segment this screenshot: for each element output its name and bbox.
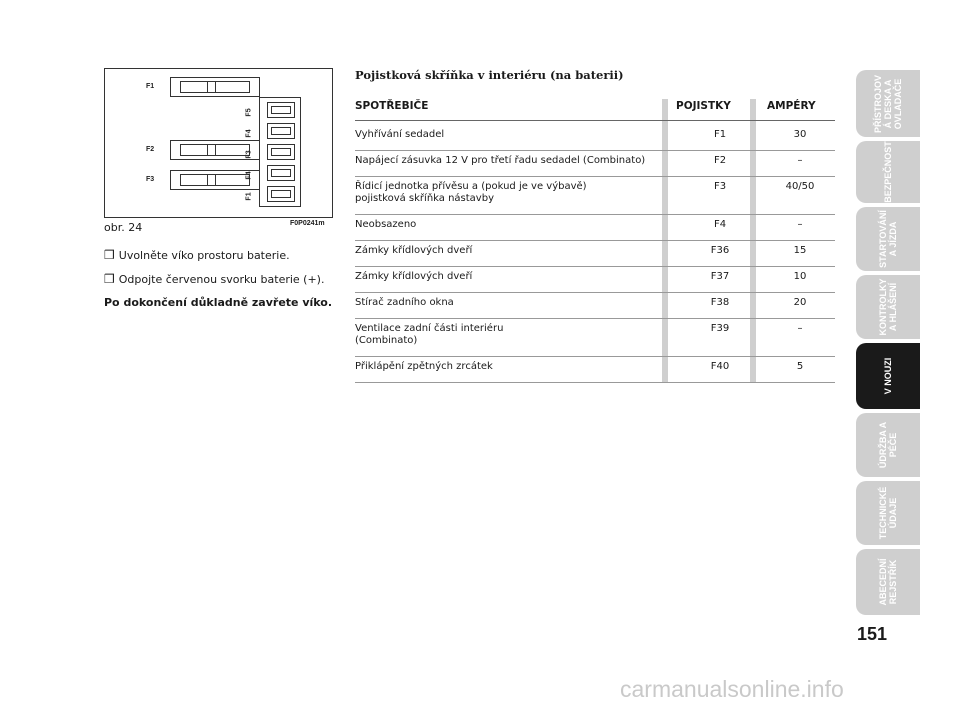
amps-cell: – bbox=[797, 155, 803, 166]
vertical-label-5: F1 bbox=[245, 192, 253, 201]
tab-startov-n-[interactable] bbox=[856, 207, 920, 271]
amps-cell: 10 bbox=[793, 271, 807, 282]
consumer-cell: Přiklápění zpětných zrcátek bbox=[355, 361, 493, 372]
tab-abecedn-[interactable] bbox=[856, 549, 920, 615]
consumer-cell: Zámky křídlových dveří bbox=[355, 245, 473, 256]
amps-cell: 30 bbox=[793, 129, 807, 140]
tab-label: STARTOVÁNÍ A JÍZDA bbox=[878, 210, 898, 268]
tab-bezpe-nost[interactable] bbox=[856, 141, 920, 203]
fuse-cell: F4 bbox=[713, 219, 727, 230]
consumer-cell: Zámky křídlových dveří bbox=[355, 271, 473, 282]
consumer-cell: Napájecí zásuvka 12 V pro třetí řadu sedadel (Combinato) bbox=[355, 155, 646, 166]
tab-label: BEZPEČNOST bbox=[883, 141, 893, 203]
header-rule bbox=[355, 120, 835, 121]
table-row bbox=[355, 125, 835, 151]
table-row bbox=[355, 267, 835, 293]
tab-label: ÚDRŽBA A PÉČE bbox=[878, 421, 898, 469]
fuse-cell: F40 bbox=[710, 361, 730, 372]
tab-label: ABECEDNÍ REJSTŘÍK bbox=[878, 558, 898, 606]
table-row bbox=[355, 319, 835, 357]
amps-cell: – bbox=[797, 323, 803, 334]
table-row bbox=[355, 241, 835, 267]
step-2-text: Odpojte červenou svorku baterie (+). bbox=[118, 273, 325, 286]
step-1 bbox=[104, 248, 290, 262]
fuse-label-f1: F1 bbox=[146, 83, 155, 90]
checkbox-icon: ❒ bbox=[104, 248, 115, 262]
final-note: Po dokončení důkladně zavřete víko. bbox=[104, 296, 333, 309]
tab-label: TECHNICKÉ ÚDAJE bbox=[878, 486, 898, 540]
header-consumer: SPOTŘEBIČE bbox=[355, 100, 429, 112]
amps-cell: 20 bbox=[793, 297, 807, 308]
fuse-cell: F36 bbox=[710, 245, 730, 256]
consumer-cell: Neobsazeno bbox=[355, 219, 417, 230]
consumer-cell: Ventilace zadní části interiéru (Combinato) bbox=[355, 323, 504, 346]
vertical-label-1: F5 bbox=[245, 108, 253, 117]
header-amps: AMPÉRY bbox=[767, 100, 816, 112]
consumer-cell: Řídicí jednotka přívěsu a (pokud je ve výbavě) pojistková skříňka nástavby bbox=[355, 181, 587, 204]
amps-cell: 5 bbox=[796, 361, 804, 372]
fuse-cell: F2 bbox=[713, 155, 727, 166]
amps-cell: – bbox=[797, 219, 803, 230]
fuse-cell: F1 bbox=[713, 129, 727, 140]
fuse-cell: F39 bbox=[710, 323, 730, 334]
tab--dr-ba-a[interactable] bbox=[856, 413, 920, 477]
consumer-cell: Stírač zadního okna bbox=[355, 297, 454, 308]
checkbox-icon: ❒ bbox=[104, 272, 115, 286]
tab-label: PŘÍSTROJOV Á DESKA A OVLADAČE bbox=[873, 74, 903, 133]
figure-code: F0P0241m bbox=[290, 220, 325, 227]
section-title: Pojistková skříňka v interiéru (na baterii) bbox=[355, 68, 624, 82]
step-2 bbox=[104, 272, 324, 286]
tab-p-strojov[interactable] bbox=[856, 70, 920, 137]
fuse-box-figure bbox=[104, 68, 333, 218]
fuse-label-f2: F2 bbox=[146, 146, 155, 153]
table-row bbox=[355, 215, 835, 241]
amps-cell: 40/50 bbox=[785, 181, 815, 192]
fuse-cell: F3 bbox=[713, 181, 727, 192]
tab-technick-[interactable] bbox=[856, 481, 920, 545]
consumer-cell: Vyhřívání sedadel bbox=[355, 129, 445, 140]
table-row bbox=[355, 357, 835, 383]
vertical-label-4: F4 bbox=[245, 171, 253, 180]
figure-caption: obr. 24 bbox=[104, 221, 143, 234]
tab-label: KONTROLKY A HLÁŠENÍ bbox=[878, 278, 898, 336]
step-1-text: Uvolněte víko prostoru baterie. bbox=[118, 249, 290, 262]
page-number: 151 bbox=[857, 624, 888, 644]
watermark: carmanualsonline.info bbox=[620, 676, 844, 702]
fuse-f1-drawing bbox=[170, 77, 260, 97]
amps-cell: 15 bbox=[793, 245, 807, 256]
vertical-label-3: F3 bbox=[245, 150, 253, 159]
fuse-block-drawing bbox=[259, 97, 301, 207]
vertical-label-2: F4 bbox=[245, 129, 253, 138]
header-fuses: POJISTKY bbox=[676, 100, 731, 112]
fuse-cell: F37 bbox=[710, 271, 730, 282]
fuse-label-f3: F3 bbox=[146, 176, 155, 183]
table-row bbox=[355, 151, 835, 177]
tab-label: V NOUZI bbox=[883, 357, 893, 395]
table-row bbox=[355, 177, 835, 215]
tab-kontrolky[interactable] bbox=[856, 275, 920, 339]
fuse-cell: F38 bbox=[710, 297, 730, 308]
tab-v-nouzi[interactable] bbox=[856, 343, 920, 409]
table-row bbox=[355, 293, 835, 319]
